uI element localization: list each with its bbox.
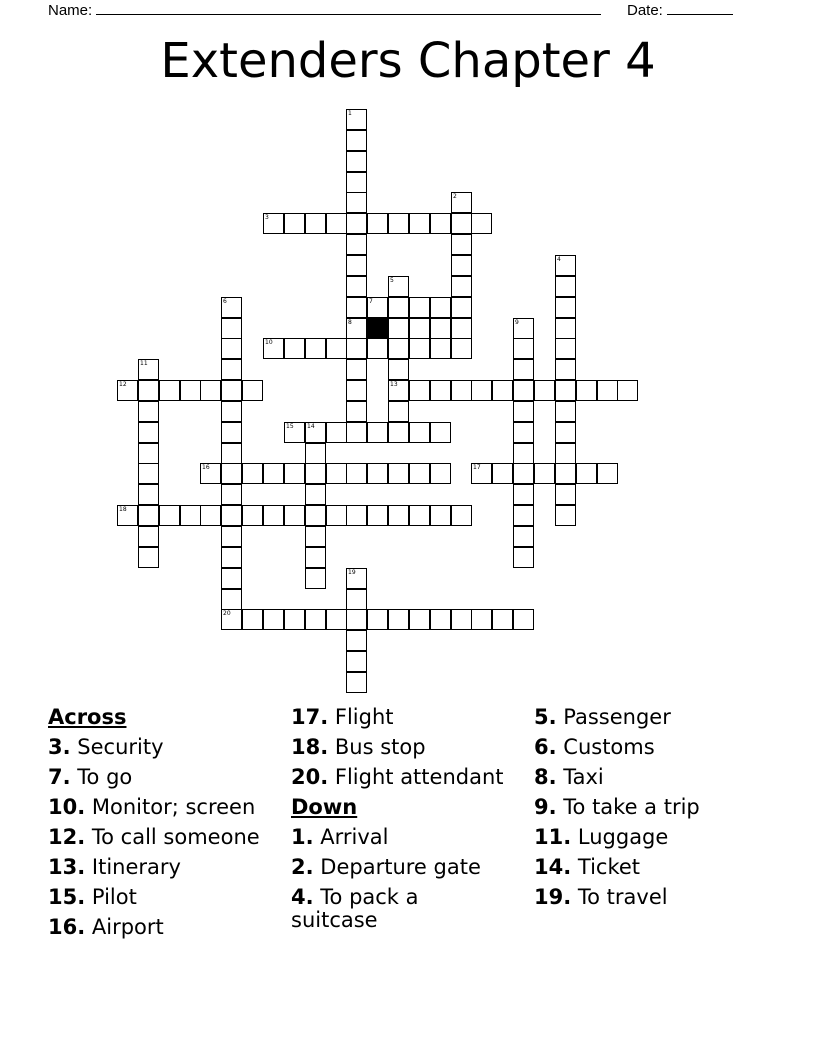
crossword-cell[interactable] [221,422,242,443]
crossword-cell[interactable] [367,505,388,526]
clue-down-4: 4. To pack a suitcase [291,885,419,932]
crossword-cell[interactable] [617,380,638,401]
crossword-cell[interactable] [409,380,430,401]
crossword-cell[interactable] [242,463,263,484]
clue-number: 20 [223,610,231,617]
crossword-cell[interactable] [367,297,388,318]
crossword-cell[interactable] [430,213,451,234]
crossword-cell[interactable] [367,422,388,443]
crossword-cell[interactable] [346,338,367,359]
crossword-cell[interactable] [492,609,513,630]
clue-column-3 [534,702,700,912]
clue-number: 4 [557,256,561,263]
crossword-cell[interactable] [388,380,409,401]
crossword-cell[interactable] [388,401,409,422]
crossword-cell[interactable] [200,380,221,401]
crossword-cell[interactable] [430,338,451,359]
clue-across-3: 3. Security [48,735,164,759]
crossword-cell[interactable] [221,505,242,526]
crossword-cell[interactable] [305,422,326,443]
crossword-cell[interactable] [346,359,367,380]
crossword-cell[interactable] [305,338,326,359]
clue-column-1 [48,702,260,942]
crossword-cell[interactable] [492,463,513,484]
crossword-cell[interactable] [555,463,576,484]
crossword-cell[interactable] [159,380,180,401]
crossword-cell[interactable] [263,505,284,526]
crossword-cell[interactable] [388,505,409,526]
clue-number: 5 [390,277,394,284]
crossword-cell[interactable] [367,609,388,630]
crossword-cell[interactable] [284,338,305,359]
crossword-cell[interactable] [555,359,576,380]
crossword-cell[interactable] [555,318,576,339]
crossword-cell[interactable] [534,463,555,484]
crossword-cell[interactable] [263,609,284,630]
crossword-cell[interactable] [346,297,367,318]
crossword-cell[interactable] [242,380,263,401]
crossword-cell[interactable] [346,318,367,339]
crossword-cell[interactable] [138,526,159,547]
crossword-cell[interactable] [305,505,326,526]
name-label: Name: [48,2,93,19]
crossword-cell[interactable] [409,422,430,443]
crossword-cell[interactable] [388,297,409,318]
crossword-cell[interactable] [409,297,430,318]
crossword-cell[interactable] [346,192,367,213]
crossword-cell[interactable] [451,255,472,276]
clue-across-17: 17. Flight [291,705,394,729]
crossword-cell[interactable] [242,609,263,630]
crossword-cell[interactable] [451,192,472,213]
crossword-cell[interactable] [513,401,534,422]
crossword-cell[interactable] [513,526,534,547]
crossword-cell[interactable] [430,318,451,339]
crossword-cell[interactable] [138,505,159,526]
crossword-cell[interactable] [346,151,367,172]
crossword-cell[interactable] [555,297,576,318]
crossword-cell[interactable] [430,297,451,318]
crossword-cell[interactable] [555,484,576,505]
clue-down-6: 6. Customs [534,735,655,759]
crossword-cell[interactable] [346,672,367,693]
crossword-cell[interactable] [346,255,367,276]
crossword-cell[interactable] [451,380,472,401]
crossword-cell[interactable] [471,463,492,484]
crossword-cell[interactable] [346,213,367,234]
clue-across-7: 7. To go [48,765,133,789]
clue-down-19: 19. To travel [534,885,668,909]
crossword-cell[interactable] [451,318,472,339]
crossword-cell[interactable] [138,443,159,464]
crossword-cell[interactable] [388,338,409,359]
clue-number: 13 [390,381,398,388]
crossword-cell[interactable] [138,380,159,401]
crossword-cell[interactable] [409,338,430,359]
crossword-cell[interactable] [326,609,347,630]
clue-down-11: 11. Luggage [534,825,669,849]
crossword-cell[interactable] [221,401,242,422]
crossword-cell[interactable] [409,609,430,630]
crossword-cell[interactable] [346,380,367,401]
clue-down-5: 5. Passenger [534,705,671,729]
clue-across-20: 20. Flight attendant [291,765,504,789]
crossword-cell[interactable] [221,380,242,401]
crossword-cell[interactable] [555,338,576,359]
clue-across-16: 16. Airport [48,915,164,939]
crossword-cell[interactable] [221,318,242,339]
clue-number: 7 [369,298,373,305]
crossword-cell[interactable] [388,318,409,339]
crossword-cell[interactable] [284,213,305,234]
crossword-cell[interactable] [180,505,201,526]
crossword-cell[interactable] [221,484,242,505]
crossword-cell[interactable] [138,547,159,568]
crossword-cell[interactable] [326,213,347,234]
crossword-cell[interactable] [451,213,472,234]
crossword-cell[interactable] [409,213,430,234]
crossword-cell[interactable] [346,463,367,484]
crossword-cell[interactable] [430,422,451,443]
crossword-cell[interactable] [305,526,326,547]
crossword-cell[interactable] [513,609,534,630]
crossword-cell[interactable] [221,443,242,464]
crossword-cell[interactable] [388,422,409,443]
crossword-cell[interactable] [409,463,430,484]
clue-number: 14 [307,423,315,430]
clue-down-1: 1. Arrival [291,825,389,849]
clue-across-13: 13. Itinerary [48,855,181,879]
across-heading: Across [48,705,127,729]
crossword-cell[interactable] [346,422,367,443]
crossword-cell[interactable] [221,568,242,589]
crossword-cell[interactable] [367,463,388,484]
crossword-cell[interactable] [430,380,451,401]
clue-down-9: 9. To take a trip [534,795,700,819]
crossword-cell[interactable] [513,380,534,401]
crossword-cell[interactable] [451,297,472,318]
crossword-cell[interactable] [534,380,555,401]
crossword-cell[interactable] [597,380,618,401]
crossword-cell[interactable] [346,172,367,193]
crossword-cell[interactable] [221,526,242,547]
crossword-cell[interactable] [471,609,492,630]
crossword-cell[interactable] [138,463,159,484]
crossword-cell[interactable] [138,484,159,505]
crossword-cell[interactable] [576,463,597,484]
clue-across-10: 10. Monitor; screen [48,795,256,819]
crossword-cell[interactable] [263,463,284,484]
crossword-cell[interactable] [221,297,242,318]
crossword-cell[interactable] [555,255,576,276]
clue-number: 18 [119,506,127,513]
crossword-cell[interactable] [346,568,367,589]
crossword-cell[interactable] [326,505,347,526]
crossword-cell[interactable] [451,505,472,526]
crossword-cell[interactable] [492,380,513,401]
crossword-cell[interactable] [221,463,242,484]
crossword-cell[interactable] [221,589,242,610]
crossword-cell[interactable] [409,505,430,526]
crossword-cell[interactable] [388,359,409,380]
clue-number: 8 [348,319,352,326]
crossword-cell[interactable] [305,484,326,505]
clue-down-14: 14. Ticket [534,855,641,879]
crossword-cell[interactable] [555,505,576,526]
crossword-cell[interactable] [576,380,597,401]
crossword-cell[interactable] [451,234,472,255]
crossword-cell[interactable] [513,422,534,443]
crossword-cell[interactable] [284,505,305,526]
clue-number: 16 [202,464,210,471]
crossword-cell[interactable] [305,609,326,630]
clue-number: 17 [473,464,481,471]
crossword-cell[interactable] [388,463,409,484]
crossword-cell[interactable] [284,422,305,443]
crossword-cell[interactable] [555,401,576,422]
crossword-cell[interactable] [513,338,534,359]
crossword-cell[interactable] [284,463,305,484]
crossword-cell[interactable] [305,463,326,484]
crossword-cell[interactable] [471,213,492,234]
crossword-cell[interactable] [430,505,451,526]
crossword-cell[interactable] [513,463,534,484]
crossword-cell[interactable] [180,380,201,401]
clue-number: 10 [265,339,273,346]
crossword-cell[interactable] [346,505,367,526]
clue-number: 9 [515,319,519,326]
crossword-cell[interactable] [138,359,159,380]
date-label: Date: [627,2,663,19]
crossword-cell[interactable] [326,338,347,359]
crossword-cell[interactable] [513,443,534,464]
crossword-cell[interactable] [221,547,242,568]
crossword-cell[interactable] [117,505,138,526]
clue-number: 12 [119,381,127,388]
crossword-cell[interactable] [346,276,367,297]
crossword-cell[interactable] [513,505,534,526]
crossword-cell[interactable] [409,318,430,339]
crossword-cell[interactable] [388,276,409,297]
clue-down-8: 8. Taxi [534,765,604,789]
crossword-cell[interactable] [221,338,242,359]
crossword-cell[interactable] [263,338,284,359]
clue-number: 15 [286,423,294,430]
crossword-cell[interactable] [513,484,534,505]
crossword-cell[interactable] [451,276,472,297]
clue-across-18: 18. Bus stop [291,735,426,759]
crossword-cell[interactable] [367,338,388,359]
crossword-cell[interactable] [117,380,138,401]
clue-number: 19 [348,569,356,576]
crossword-cell[interactable] [242,505,263,526]
down-heading: Down [291,795,358,819]
crossword-cell[interactable] [326,463,347,484]
crossword-cell[interactable] [346,630,367,651]
crossword-cell[interactable] [346,109,367,130]
crossword-cell[interactable] [200,463,221,484]
crossword-cell[interactable] [346,589,367,610]
crossword-cell[interactable] [513,318,534,339]
clue-number: 11 [140,360,148,367]
clue-column-2 [291,702,526,932]
crossword-cell[interactable] [367,213,388,234]
crossword-cell[interactable] [471,380,492,401]
crossword-cell[interactable] [263,213,284,234]
crossword-cell[interactable] [326,422,347,443]
crossword-cell[interactable] [305,568,326,589]
crossword-cell[interactable] [346,234,367,255]
crossword-cell[interactable] [221,609,242,630]
clue-number: 2 [453,193,457,200]
crossword-cell[interactable] [430,463,451,484]
crossword-cell[interactable] [513,547,534,568]
clue-across-15: 15. Pilot [48,885,137,909]
crossword-cell[interactable] [555,380,576,401]
clue-number: 6 [223,298,227,305]
crossword-cell[interactable] [513,359,534,380]
crossword-cell[interactable] [346,401,367,422]
clue-down-2: 2. Departure gate [291,855,481,879]
crossword-cell[interactable] [388,609,409,630]
crossword-cell[interactable] [555,443,576,464]
crossword-cell[interactable] [430,609,451,630]
black-square [367,318,388,339]
crossword-cell[interactable] [597,463,618,484]
crossword-cell[interactable] [388,213,409,234]
crossword-cell[interactable] [305,547,326,568]
crossword-cell[interactable] [346,130,367,151]
crossword-cell[interactable] [346,651,367,672]
crossword-cell[interactable] [555,422,576,443]
crossword-cell[interactable] [138,401,159,422]
crossword-cell[interactable] [138,422,159,443]
crossword-cell[interactable] [346,609,367,630]
crossword-cell[interactable] [305,213,326,234]
clue-number: 3 [265,214,269,221]
crossword-cell[interactable] [284,609,305,630]
crossword-cell[interactable] [451,338,472,359]
crossword-cell[interactable] [200,505,221,526]
crossword-cell[interactable] [221,359,242,380]
crossword-cell[interactable] [451,609,472,630]
crossword-cell[interactable] [159,505,180,526]
clue-number: 1 [348,110,352,117]
crossword-cell[interactable] [555,276,576,297]
clue-across-12: 12. To call someone [48,825,260,849]
crossword-cell[interactable] [305,443,326,464]
page-title: Extenders Chapter 4 [160,33,656,89]
